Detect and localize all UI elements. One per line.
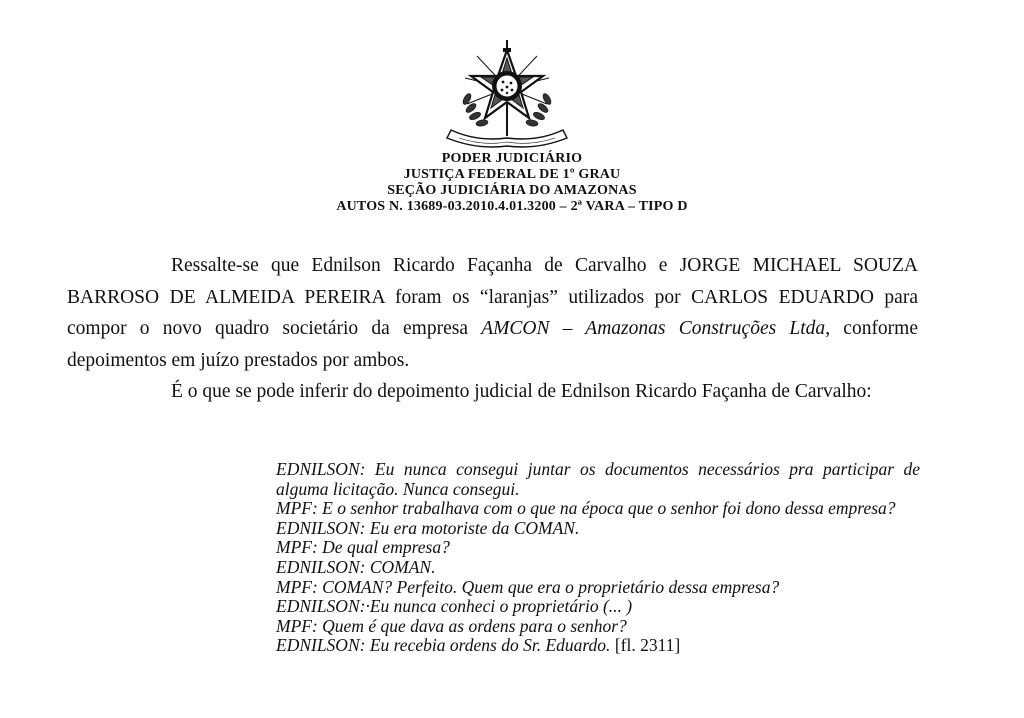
quote-line: MPF: Quem é que dava as ordens para o senhor? [276, 615, 627, 636]
testimony-quote [276, 460, 920, 656]
quote-line: EDNILSON:·Eu nunca conheci o proprietário (... ) [276, 596, 633, 617]
court-header [0, 151, 1024, 215]
quote-last-line [276, 636, 920, 656]
quote-line: MPF: De qual empresa? [276, 537, 450, 558]
header-line-2: JUSTIÇA FEDERAL DE 1º GRAU [403, 167, 621, 182]
paragraph-2: É o que se pode inferir do depoimento judicial de Ednilson Ricardo Façanha de Carvalho: [171, 381, 872, 402]
quote-line: MPF: COMAN? Perfeito. Quem que era o proprietário dessa empresa? [276, 576, 780, 597]
page-reference: [fl. 2311] [614, 635, 681, 656]
paragraph-1-text-b: , conforme depoimentos em juízo prestados por ambos. [67, 318, 919, 371]
header-line-1: PODER JUDICIÁRIO [441, 151, 583, 166]
header-line-3: SEÇÃO JUDICIÁRIA DO AMAZONAS [387, 183, 637, 198]
company-name: AMCON – Amazonas Construções Ltda [481, 318, 826, 339]
coat-of-arms-emblem [437, 38, 577, 150]
document-body [67, 250, 918, 408]
quote-line: EDNILSON: Eu era motoriste da COMAN. [276, 517, 580, 538]
quote-last-line-text: EDNILSON: Eu recebia ordens do Sr. Eduardo. [276, 635, 611, 656]
quote-line: EDNILSON: COMAN. [276, 556, 436, 577]
header-case-number: AUTOS N. 13689-03.2010.4.01.3200 – 2ª VARA – TIPO D [336, 199, 688, 214]
quote-line: MPF: E o senhor trabalhava com o que na época que o senhor foi dono dessa empresa? [276, 498, 896, 519]
quote-line: EDNILSON: Eu nunca consegui juntar os documentos necessários pra participar de alguma licitação. Nunca consegui. [276, 459, 920, 499]
paragraph-1-text-a: Ressalte-se que Ednilson Ricardo Façanha de Carvalho e JORGE MICHAEL SOUZA BARROSO DE ALMEIDA PEREIRA foram os “laranjas” utilizados por CARLOS EDUARDO para compor o novo quadro societário da empresa [67, 255, 918, 339]
paragraph-1 [67, 250, 918, 376]
